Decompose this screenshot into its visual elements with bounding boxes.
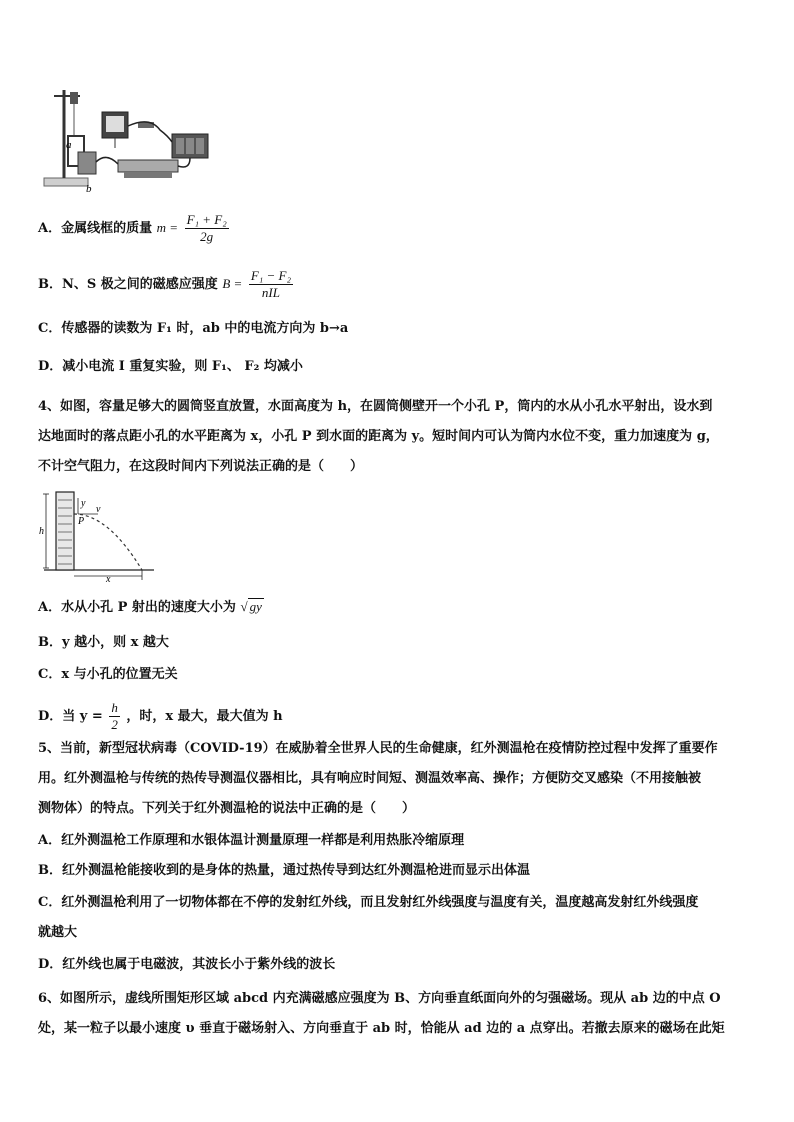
q3-option-a-text: A．金属线框的质量 [38,221,153,236]
fig-label-v: v [96,504,101,515]
fig-label-p: P [78,516,85,527]
q3-option-b-lhs: B = [222,276,243,291]
q4-option-a[interactable] [38,598,760,617]
q3-option-b-fraction [249,268,293,301]
q3-option-c[interactable]: C．传感器的读数为 F₁ 时，ab 中的电流方向为 b→a [38,321,349,336]
fig-label-x: x [106,574,111,582]
figure-label-b: b [86,183,92,192]
q4-option-d-text: D．当 y = [38,709,103,724]
q3-option-b[interactable] [38,268,760,301]
q4-option-c[interactable]: C．x 与小孔的位置无关 [38,667,178,682]
sensor-apparatus-figure [40,86,220,192]
fig-label-y: y [81,498,86,509]
q5-option-c-line-1[interactable]: C．红外测温枪利用了一切物体都在不停的发射红外线，而且发射红外线强度与温度有关，温度越高发射红外线强度 [38,895,699,910]
q3-option-a-fraction [185,212,229,245]
q3-option-b-denominator: nIL [261,285,280,300]
fig-label-h: h [39,526,44,537]
q4-stem-line-1: 4、如图，容量足够大的圆筒竖直放置，水面高度为 h，在圆筒侧壁开一个小孔 P，筒内的水从小孔水平射出，设水到 [38,399,713,414]
q4-option-b[interactable]: B．y 越小，则 x 越大 [38,635,169,650]
q6-stem-line-1: 6、如图所示，虚线所围矩形区域 abcd 内充满磁感应强度为 B、方向垂直纸面向外的匀强磁场。现从 ab 边的中点 O [38,991,721,1006]
q4-stem-line-2: 达地面时的落点距小孔的水平距离为 x，小孔 P 到水面的距离为 y。短时间内可认为筒内水位不变，重力加速度为 g， [38,429,719,444]
q4-option-d[interactable] [38,700,760,733]
q3-option-a-numerator: F₁ + F₂ [186,212,227,227]
q4-option-a-sqrt: √ gy [240,599,262,614]
q3-option-a[interactable] [38,212,760,245]
q4-option-a-text: A．水从小孔 P 射出的速度大小为 [38,600,236,615]
q3-option-b-text: B．N、S 极之间的磁感应强度 [38,277,218,292]
q4-option-d-suffix: ，时，x 最大，最大值为 h [126,709,283,724]
q4-option-a-radicand: gy [249,599,262,614]
q5-option-b[interactable]: B．红外测温枪能接收到的是身体的热量，通过热传导到达红外测温枪进而显示出体温 [38,863,530,878]
q5-option-c-line-2[interactable]: 就越大 [38,925,78,940]
q5-stem-line-2: 用。红外测温枪与传统的热传导测温仪器相比，具有响应时间短、测温效率高、操作；方便防交叉感染（不用接触被 [38,771,702,786]
q3-option-a-denominator: 2g [200,229,214,244]
q3-option-a-lhs: m = [156,220,179,235]
q4-stem-line-3: 不计空气阻力，在这段时间内下列说法正确的是（ ） [38,459,364,474]
q5-stem-line-1: 5、当前，新型冠状病毒（COVID-19）在威胁着全世界人民的生命健康，红外测温枪在疫情防控过程中发挥了重要作 [38,741,718,756]
q6-stem-line-2: 处，某一粒子以最小速度 υ 垂直于磁场射入、方向垂直于 ab 时，恰能从 ad 边的 a 点穿出。若撤去原来的磁场在此矩 [38,1021,725,1036]
figure-label-a: a [66,139,72,151]
q4-option-d-numerator: h [111,700,118,715]
q5-stem-line-3: 测物体）的特点。下列关于红外测温枪的说法中正确的是（ ） [38,801,416,816]
q3-option-b-numerator: F₁ − F₂ [250,268,292,283]
q4-option-d-denominator: 2 [111,717,118,732]
q5-option-d[interactable]: D．红外线也属于电磁波，其波长小于紫外线的波长 [38,957,336,972]
q4-option-d-fraction [109,700,120,733]
water-jet-figure [38,488,158,582]
q5-option-a[interactable]: A．红外测温枪工作原理和水银体温计测量原理一样都是利用热胀冷缩原理 [38,833,465,848]
q3-option-d[interactable]: D．减小电流 I 重复实验，则 F₁、 F₂ 均减小 [38,359,303,374]
